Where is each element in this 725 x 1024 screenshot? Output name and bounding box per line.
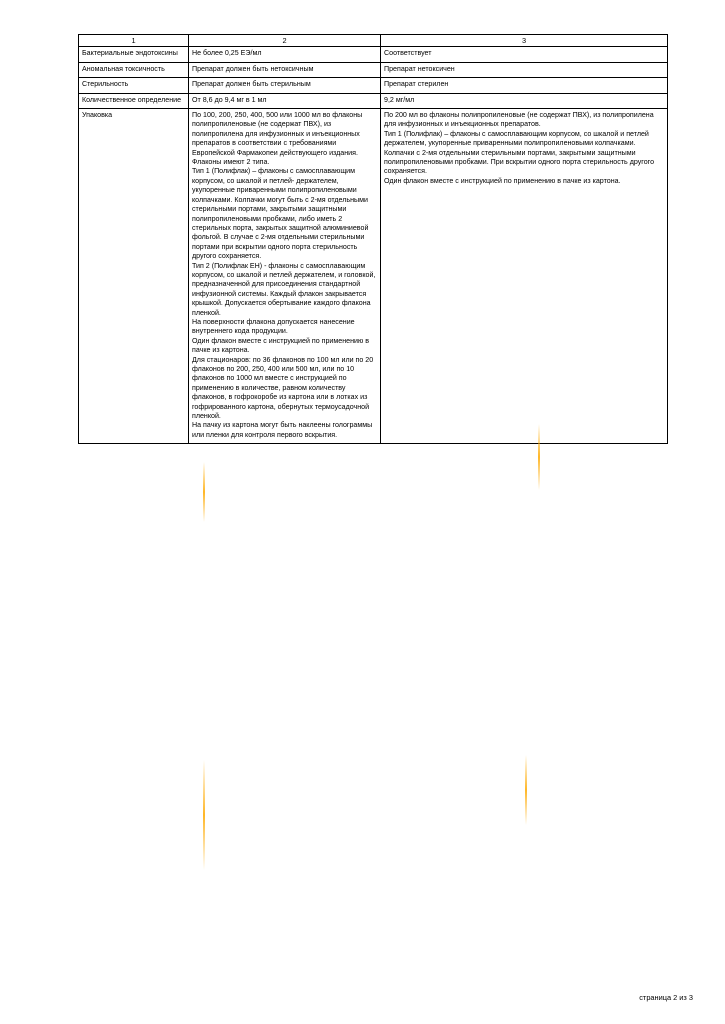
row-requirement [189, 47, 381, 62]
paragraph: Тип 1 (Полифлак) – флаконы с самосплавающим корпусом, со шкалой и петлей- держателем, укупоренные приваренными полипропиленовыми колпачками. Колпачки могут быть с 2-мя отдельными стерильными портами, закрытыми защитными полипропиленовыми пробками, либо иметь 2 стерильных порта, закрытых защитной алюминиевой фольгой. В случае с 2-мя отдельными стерильными портами при вскрытии одного порта стерильность другого сохраняется. [192, 167, 369, 261]
column-header-1: 1 [79, 35, 189, 47]
paragraph: Препарат стерилен [384, 80, 449, 89]
paragraph: Один флакон вместе с инструкцией по применению в пачке из картона. [384, 176, 621, 185]
row-parameter: Стерильность [79, 78, 189, 93]
row-requirement [189, 109, 381, 444]
row-parameter: Количественное определение [79, 93, 189, 108]
column-header-3: 3 [381, 35, 668, 47]
table-row [79, 47, 668, 62]
paragraph: 9,2 мг/мл [384, 95, 415, 104]
paragraph: Для стационаров: по 36 флаконов по 100 мл или по 20 флаконов по 200, 250, 400 или 500 мл, или по 10 флаконов по 1000 мл вместе с инструкцией по применению в количестве, равном количеству флаконов, в гофрокоробе из картона или в лотках из гофрированного картона, обернутых термоусадочной пленкой. [192, 355, 374, 421]
row-requirement [189, 78, 381, 93]
paragraph: Препарат нетоксичен [384, 64, 455, 73]
column-header-2: 2 [189, 35, 381, 47]
scan-artifact-streak [203, 760, 205, 870]
table-row [79, 62, 668, 77]
paragraph: Не более 0,25 ЕЭ/мл [192, 49, 262, 58]
paragraph: Соответствует [384, 49, 432, 58]
paragraph: От 8,6 до 9,4 мг в 1 мл [192, 95, 267, 104]
scan-artifact-streak [203, 462, 205, 522]
paragraph: По 100, 200, 250, 400, 500 или 1000 мл во флаконы полипропиленовые (не содержат ПВХ), из полипропилена для инфузионных и инъекционных препаратов в соответствии с требованиями Европейской Фармакопеи действующего издания. Флаконы имеют 2 типа. [192, 111, 363, 167]
scan-artifact-streak [525, 755, 527, 825]
row-parameter: Бактериальные эндотоксины [79, 47, 189, 62]
paragraph: На поверхности флакона допускается нанесение внутреннего кода продукции. [192, 317, 355, 336]
paragraph: Препарат должен быть стерильным [192, 80, 311, 89]
table-row [79, 93, 668, 108]
row-result [381, 62, 668, 77]
row-requirement [189, 62, 381, 77]
table-header-row [79, 35, 668, 47]
paragraph: Тип 1 (Полифлак) – флаконы с самосплавающим корпусом, со шкалой и петлей держателем, укупоренные приваренными полипропиленовыми колпачками. Колпачки с 2-мя отдельными стерильными портами, закрытыми защитными полипропиленовыми пробками. При вскрытии одного порта стерильность другого сохраняется. [384, 129, 655, 176]
paragraph: На пачку из картона могут быть наклеены голограммы или пленки для контроля первого вскрытия. [192, 421, 373, 439]
table-row [79, 109, 668, 444]
paragraph: По 200 мл во флаконы полипропиленовые (не содержат ПВХ), из полипропилена для инфузионных и инъекционных препаратов. [384, 111, 654, 129]
scan-artifact-streak [538, 424, 540, 490]
row-parameter: Упаковка [79, 109, 189, 444]
row-result [381, 93, 668, 108]
row-parameter: Аномальная токсичность [79, 62, 189, 77]
row-requirement [189, 93, 381, 108]
page-footer: страница 2 из 3 [639, 993, 693, 1002]
specification-table [78, 34, 668, 444]
row-result [381, 109, 668, 444]
row-result [381, 78, 668, 93]
table-row [79, 78, 668, 93]
row-result [381, 47, 668, 62]
paragraph: Один флакон вместе с инструкцией по применению в пачке из картона. [192, 336, 370, 355]
paragraph: Препарат должен быть нетоксичным [192, 64, 314, 73]
paragraph: Тип 2 (Полифлак ЕН) - флаконы с самосплавающим корпусом, со шкалой и петлей держателем, и головкой, предназначенной для присоединения стандартной инфузионной системы. Каждый флакон закрывается крышкой. Допускается обертывание каждого флакона пленкой. [192, 261, 376, 317]
